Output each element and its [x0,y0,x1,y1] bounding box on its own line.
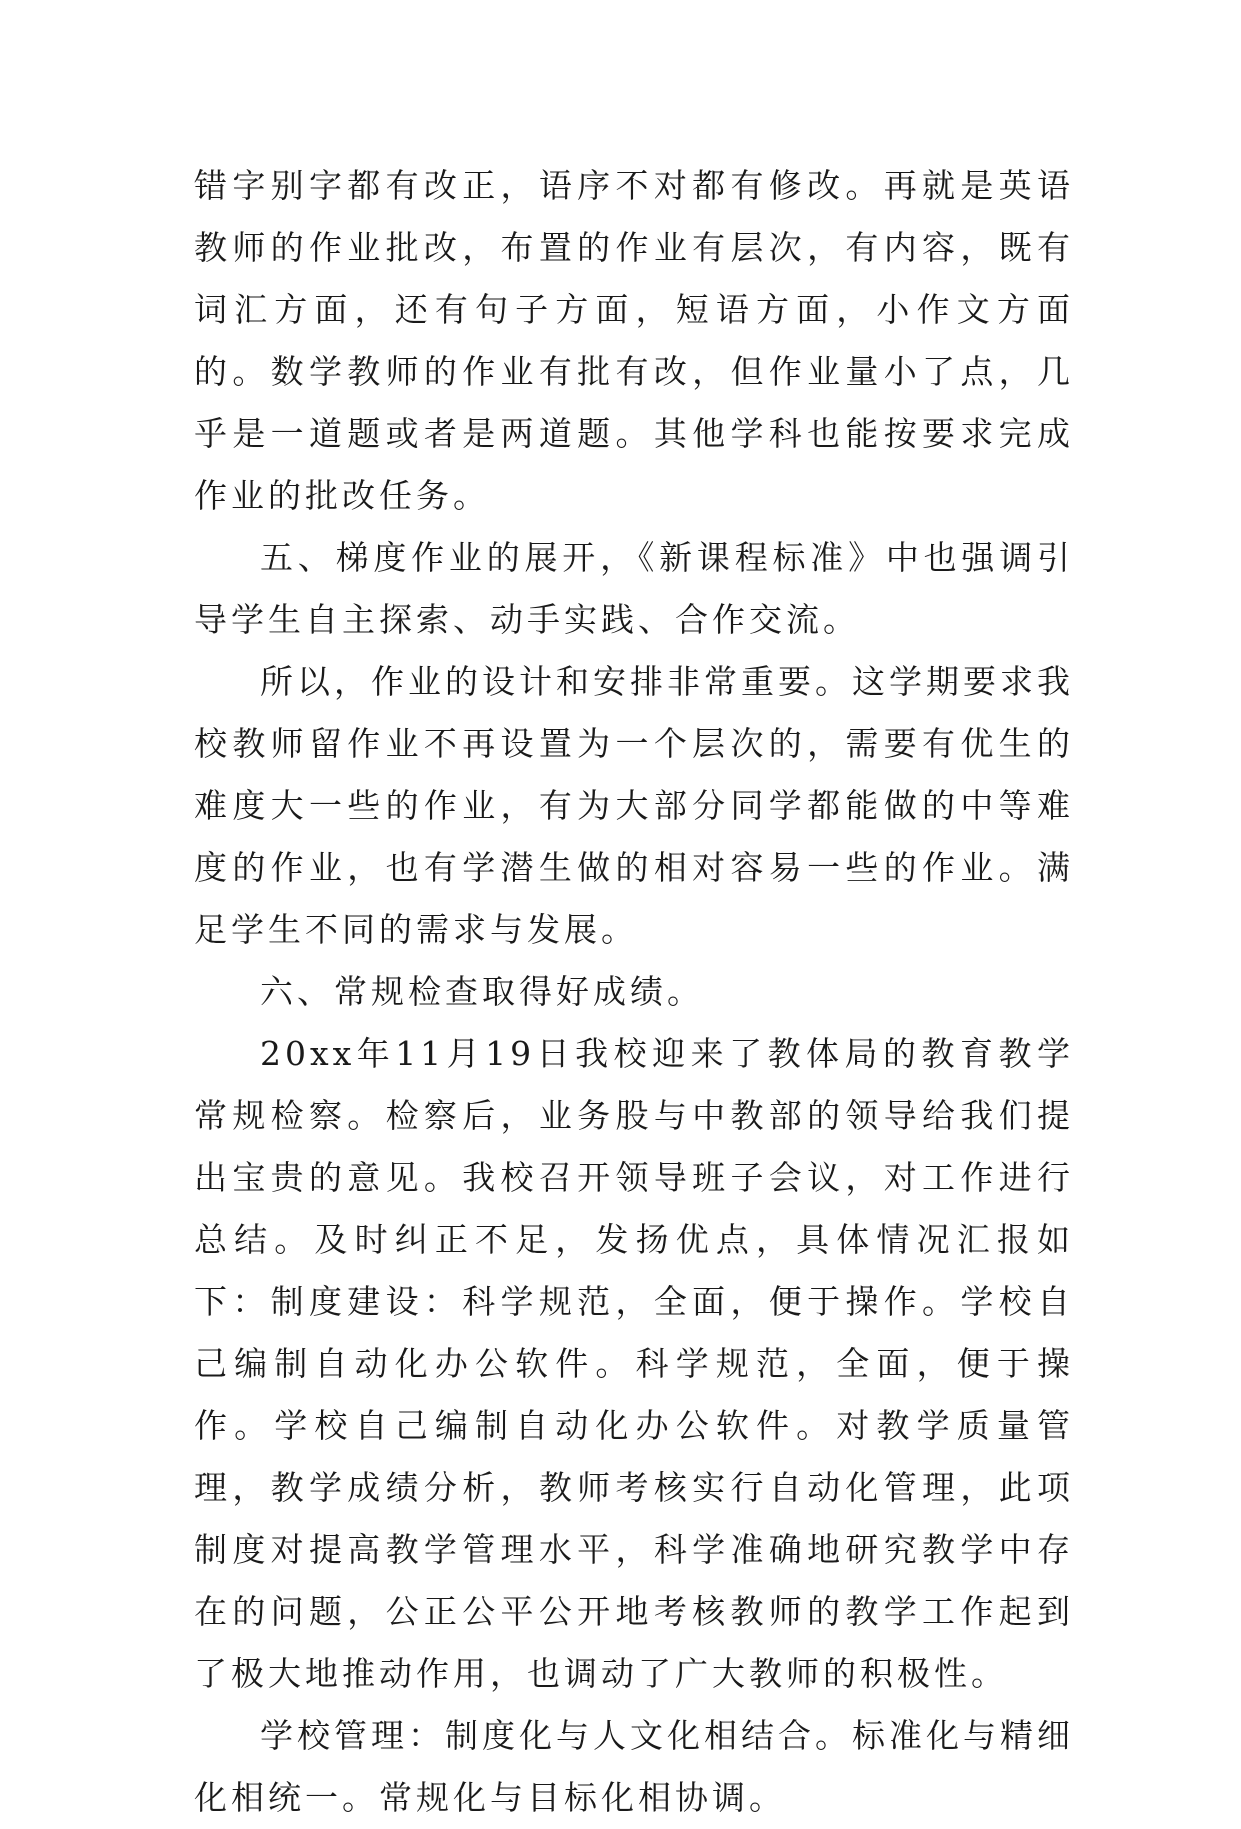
paragraph-homework-design: 所以，作业的设计和安排非常重要。这学期要求我校教师留作业不再设置为一个层次的，需要有优生的难度大一些的作业，有为大部分同学都能做的中等难度的作业，也有学潜生做的相对容易一些的作业。满足学生不同的需求与发展。 [194,662,1074,949]
document-body [194,155,1074,1829]
paragraph-routine-check-heading: 六、常规检查取得好成绩。 [260,972,704,1011]
paragraph-inspection-report: 20xx年11月19日我校迎来了教体局的教育教学常规检察。检察后，业务股与中教部的领导给我们提出宝贵的意见。我校召开领导班子会议，对工作进行总结。及时纠正不足，发扬优点，具体情况汇报如下：制度建设：科学规范，全面，便于操作。学校自己编制自动化办公软件。科学规范，全面，便于操作。学校自己编制自动化办公软件。对教学质量管理，教学成绩分析，教师考核实行自动化管理，此项制度对提高教学管理水平，科学准确地研究教学中存在的问题，公正公平公开地考核教师的教学工作起到了极大地推动作用，也调动了广大教师的积极性。 [194,1034,1074,1693]
paragraph-tiered-homework: 五、梯度作业的展开，《新课程标准》中也强调引导学生自主探索、动手实践、合作交流。 [194,538,1074,639]
paragraph-homework-correction: 错字别字都有改正，语序不对都有修改。再就是英语教师的作业批改，布置的作业有层次，有内容，既有词汇方面，还有句子方面，短语方面，小作文方面的。数学教师的作业有批有改，但作业量小了点，几乎是一道题或者是两道题。其他学科也能按要求完成作业的批改任务。 [194,166,1074,515]
paragraph-school-management: 学校管理：制度化与人文化相结合。标准化与精细化相统一。常规化与目标化相协调。 [194,1716,1074,1817]
